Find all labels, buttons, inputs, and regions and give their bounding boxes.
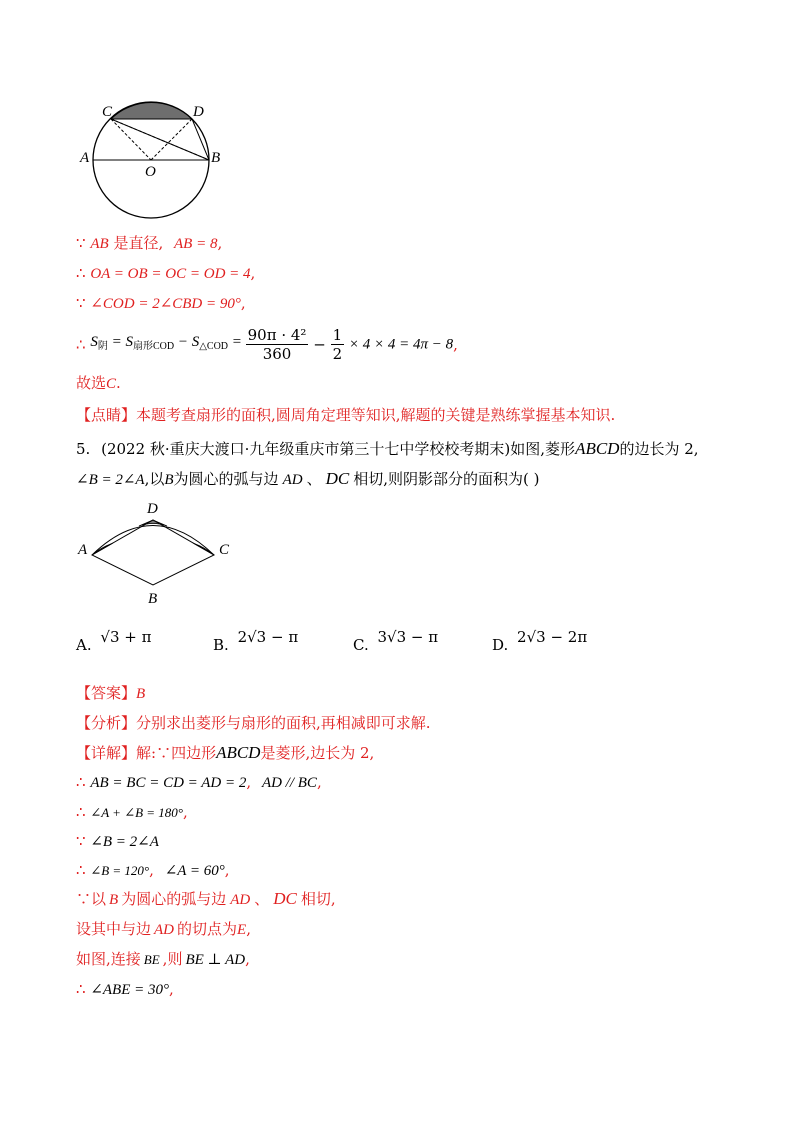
- sol2-answer: 【答案】B: [76, 684, 146, 702]
- option-d: D. 2√3 − 2π: [492, 628, 588, 654]
- sol1-choose: 故选C.: [76, 374, 121, 392]
- sol2-analysis: 【分析】分别求出菱形与扇形的面积,再相减即可求解.: [76, 714, 431, 732]
- arc-b: [92, 526, 214, 556]
- label-b: B: [211, 150, 221, 166]
- label-d: D: [193, 104, 204, 120]
- label-o: O: [145, 164, 156, 180]
- sol2-line9: ∴ ∠ABE = 30°,: [76, 980, 174, 998]
- label-d2: D: [147, 501, 158, 517]
- sol1-comment: 【点睛】本题考查扇形的面积,圆周角定理等知识,解题的关键是熟练掌握基本知识.: [76, 406, 616, 424]
- sol2-line4: ∵ ∠B = 2∠A: [76, 832, 159, 850]
- label-b2: B: [148, 591, 158, 607]
- rhombus-abcd: [92, 520, 214, 585]
- label-c: C: [102, 104, 113, 120]
- shaded-segment: [111, 103, 192, 119]
- q5-stem-line1: 5. (2022 秋·重庆大渡口·九年级重庆市第三十七中学校校考期末)如图,菱形ABCD的边长为 2,: [76, 439, 699, 458]
- sol1-line1: ∵ AB 是直径, AB = 8,: [76, 234, 223, 252]
- option-a: A. √3 + π: [76, 628, 152, 654]
- sol1-line2: ∴ OA = OB = OC = OD = 4,: [76, 264, 256, 282]
- option-c: C. 3√3 − π: [353, 628, 439, 654]
- sol2-line5: ∴ ∠B = 120°, ∠A = 60°,: [76, 861, 230, 879]
- label-a2: A: [78, 542, 88, 558]
- option-b: B. 2√3 − π: [213, 628, 299, 654]
- rhombus-figure: [86, 510, 226, 590]
- label-c2: C: [219, 542, 230, 558]
- circle-figure: [78, 100, 238, 240]
- sol2-line6: ∵以 B 为圆心的弧与边 AD 、 DC 相切,: [76, 889, 336, 908]
- sol2-detail: 【详解】解:∵四边形ABCD是菱形,边长为 2,: [76, 743, 375, 762]
- sol2-line3: ∴ ∠A + ∠B = 180°,: [76, 803, 188, 821]
- sol2-line8: 如图,连接 BE ,则 BE ⊥ AD,: [76, 950, 250, 968]
- sol2-line2: ∴ AB = BC = CD = AD = 2, AD // BC,: [76, 773, 322, 791]
- sol1-line4: ∴ $S_阴 = S_{扇形COD} - S_{\triangle COD}$ = $\frac{\text{90π · 4²}}{360}$ − $\frac{1}{2}$ × 4 × 4 = 4π − 8,: [76, 326, 458, 363]
- sol1-line3: ∵ ∠COD = 2∠CBD = 90°,: [76, 294, 246, 312]
- sol2-line7: 设其中与边 AD 的切点为E,: [76, 920, 251, 938]
- q5-stem-line2: ∠B = 2∠A,以B为圆心的弧与边 AD 、 DC 相切,则阴影部分的面积为( ): [76, 469, 540, 488]
- label-a: A: [80, 150, 90, 166]
